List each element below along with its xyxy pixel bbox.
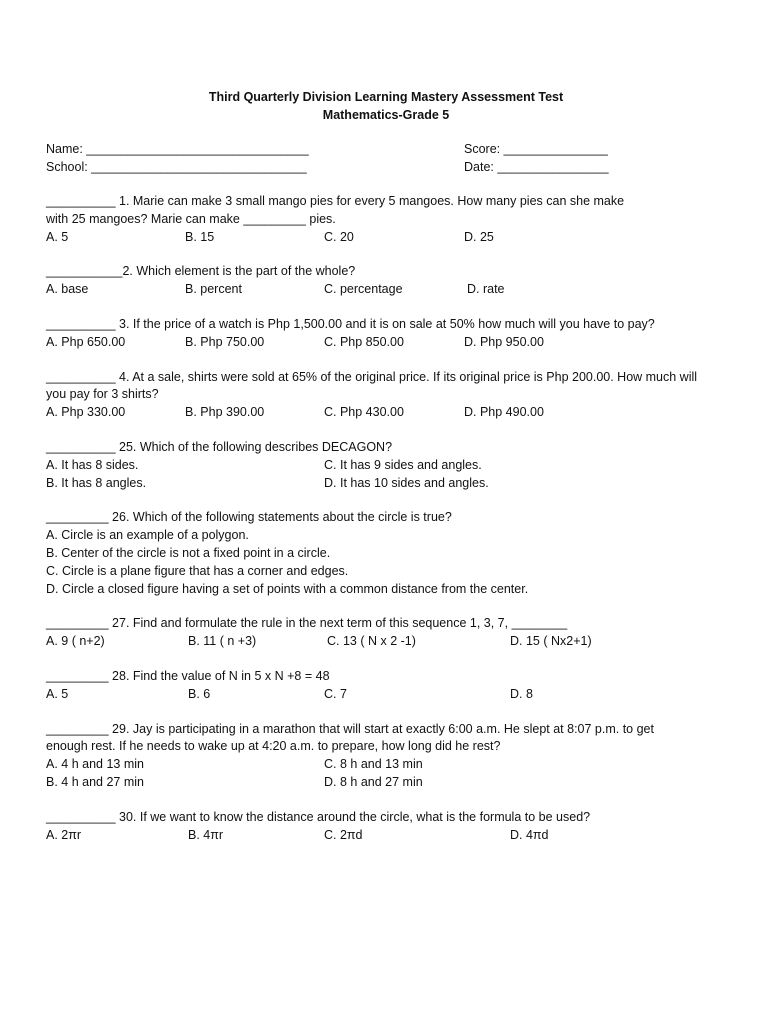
question-q28 bbox=[46, 668, 726, 704]
choices-row bbox=[46, 686, 726, 704]
question-text: _________ 28. Find the value of N in 5 x N +8 = 48 bbox=[46, 668, 330, 683]
answer-choice: C. 20 bbox=[324, 229, 354, 244]
answer-choice: D. 8 h and 27 min bbox=[324, 774, 423, 789]
answer-choice: D. Php 950.00 bbox=[464, 334, 544, 349]
student-info bbox=[46, 140, 726, 176]
answer-choice: C. 7 bbox=[324, 686, 347, 701]
question-q30 bbox=[46, 809, 726, 845]
question-line: A. Circle is an example of a polygon. bbox=[46, 528, 249, 543]
question-text: __________ 30. If we want to know the distance around the circle, what is the formula to be used? bbox=[46, 809, 591, 824]
choices-row bbox=[46, 756, 726, 774]
question-text: __________ 3. If the price of a watch is Php 1,500.00 and it is on sale at 50% how much will you have to pay? bbox=[46, 316, 655, 331]
answer-choice: A. Php 330.00 bbox=[46, 405, 126, 420]
choices-row bbox=[46, 827, 726, 845]
answer-choice: A. It has 8 sides. bbox=[46, 457, 139, 472]
question-q4 bbox=[46, 369, 726, 422]
choices-row bbox=[46, 229, 726, 247]
question-line: you pay for 3 shirts? bbox=[46, 387, 159, 402]
date-field: Date: ________________ bbox=[464, 160, 609, 174]
answer-choice: C. 13 ( N x 2 -1) bbox=[327, 634, 416, 649]
question-q1 bbox=[46, 193, 726, 246]
answer-choice: A. Php 650.00 bbox=[46, 334, 126, 349]
test-subtitle: Mathematics-Grade 5 bbox=[322, 108, 450, 122]
answer-choice: B. 11 ( n +3) bbox=[188, 634, 257, 649]
question-q26 bbox=[46, 509, 726, 598]
answer-choice: A. 5 bbox=[46, 686, 69, 701]
answer-choice: A. 4 h and 13 min bbox=[46, 757, 144, 772]
test-title: Third Quarterly Division Learning Mastery Assessment Test bbox=[208, 90, 564, 104]
answer-choice: D. 8 bbox=[510, 686, 533, 701]
answer-choice: B. 4πr bbox=[188, 827, 224, 842]
answer-choice: A. base bbox=[46, 282, 89, 297]
choices-row bbox=[46, 633, 726, 651]
answer-choice: D. Php 490.00 bbox=[464, 405, 544, 420]
answer-choice: D. It has 10 sides and angles. bbox=[324, 475, 489, 490]
question-line: B. Center of the circle is not a fixed point in a circle. bbox=[46, 545, 331, 560]
question-text: ___________2. Which element is the part of the whole? bbox=[46, 264, 356, 279]
question-text: _________ 27. Find and formulate the rule in the next term of this sequence 1, 3, 7, ________ bbox=[46, 616, 568, 631]
choices-row bbox=[46, 334, 726, 352]
answer-choice: C. Php 430.00 bbox=[324, 405, 404, 420]
question-line: with 25 mangoes? Marie can make _________ pies. bbox=[46, 211, 336, 226]
answer-choice: A. 5 bbox=[46, 229, 69, 244]
answer-choice: C. percentage bbox=[324, 282, 403, 297]
choices-row bbox=[46, 281, 726, 299]
answer-choice: B. 4 h and 27 min bbox=[46, 774, 144, 789]
question-q25 bbox=[46, 439, 726, 492]
choices-row bbox=[46, 457, 726, 475]
score-field: Score: _______________ bbox=[464, 142, 608, 156]
name-field: Name: ________________________________ bbox=[46, 142, 309, 156]
choices-row bbox=[46, 404, 726, 422]
question-text: __________ 4. At a sale, shirts were sold at 65% of the original price. If its original price is Php 200.00. How much will bbox=[46, 369, 698, 384]
question-q29 bbox=[46, 721, 726, 792]
question-line: enough rest. If he needs to wake up at 4:20 a.m. to prepare, how long did he rest? bbox=[46, 739, 501, 754]
answer-choice: C. It has 9 sides and angles. bbox=[324, 457, 482, 472]
question-q2 bbox=[46, 263, 726, 299]
answer-choice: D. rate bbox=[467, 282, 505, 297]
answer-choice: D. 4πd bbox=[510, 827, 549, 842]
answer-choice: A. 2πr bbox=[46, 827, 82, 842]
answer-choice: C. Php 850.00 bbox=[324, 334, 404, 349]
choices-row bbox=[46, 774, 726, 792]
answer-choice: B. percent bbox=[185, 282, 242, 297]
answer-choice: C. 8 h and 13 min bbox=[324, 757, 423, 772]
answer-choice: B. It has 8 angles. bbox=[46, 475, 147, 490]
question-q27 bbox=[46, 615, 726, 651]
answer-choice: B. 6 bbox=[188, 686, 211, 701]
choices-row bbox=[46, 475, 726, 493]
answer-choice: A. 9 ( n+2) bbox=[46, 634, 105, 649]
answer-choice: C. 2πd bbox=[324, 827, 363, 842]
question-line: C. Circle is a plane figure that has a corner and edges. bbox=[46, 563, 349, 578]
answer-choice: B. Php 390.00 bbox=[185, 405, 265, 420]
school-field: School: _______________________________ bbox=[46, 160, 307, 174]
question-q3 bbox=[46, 316, 726, 352]
answer-choice: B. Php 750.00 bbox=[185, 334, 265, 349]
question-text: __________ 1. Marie can make 3 small mango pies for every 5 mangoes. How many pies can she make bbox=[46, 194, 625, 208]
question-text: _________ 26. Which of the following statements about the circle is true? bbox=[46, 510, 452, 525]
answer-choice: D. 25 bbox=[464, 229, 494, 244]
test-paper bbox=[46, 88, 726, 844]
answer-choice: D. 15 ( Nx2+1) bbox=[510, 634, 592, 649]
question-text: _________ 29. Jay is participating in a marathon that will start at exactly 6:00 a.m. He slept at 8:07 p.m. to get bbox=[46, 721, 654, 736]
answer-choice: B. 15 bbox=[185, 229, 215, 244]
question-line: D. Circle a closed figure having a set of points with a common distance from the center. bbox=[46, 581, 529, 596]
question-text: __________ 25. Which of the following describes DECAGON? bbox=[46, 439, 393, 454]
question-list bbox=[46, 193, 726, 844]
